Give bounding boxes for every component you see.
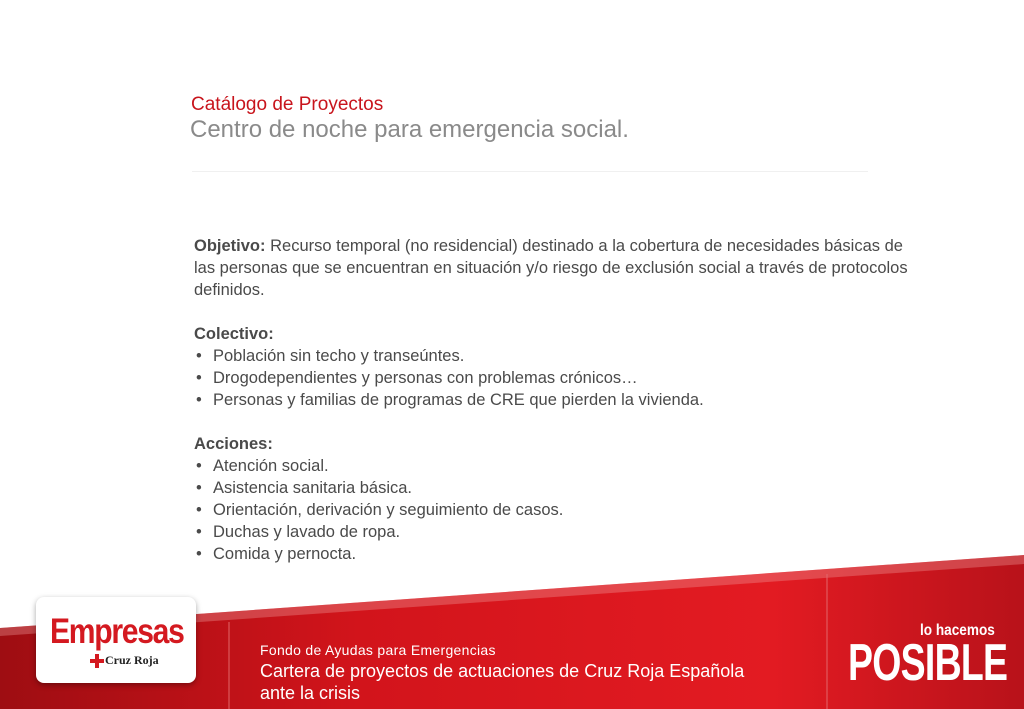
list-item: • Comida y pernocta. — [194, 543, 924, 565]
catalog-title: Catálogo de Proyectos — [191, 94, 384, 115]
title-divider — [192, 171, 868, 172]
objetivo-paragraph — [194, 235, 924, 301]
list-item: • Atención social. — [194, 455, 924, 477]
list-item: • Personas y familias de programas de CRE que pierden la vivienda. — [194, 389, 924, 411]
list-item: • Asistencia sanitaria básica. — [194, 477, 924, 499]
slogan-big: POSIBLE — [848, 634, 1008, 692]
cruz-roja-label: Cruz Roja — [105, 653, 159, 667]
acciones-label: Acciones: — [194, 435, 273, 453]
slogan-small: lo hacemos — [920, 622, 995, 639]
portfolio-line-2: ante la crisis — [260, 683, 361, 703]
objetivo-text: Recurso temporal (no residencial) destinado a la cobertura de necesidades básicas de las personas que se encuentran en situación y/o riesgo de exclusión social a través de protocolos definidos. — [194, 237, 908, 299]
colectivo-label: Colectivo: — [194, 325, 274, 343]
project-title: Centro de noche para emergencia social. — [190, 116, 629, 143]
portfolio-line-1: Cartera de proyectos de actuaciones de Cruz Roja Española — [260, 661, 745, 681]
red-cross-icon — [90, 654, 104, 668]
list-item: • Duchas y lavado de ropa. — [194, 521, 924, 543]
list-item: • Orientación, derivación y seguimiento de casos. — [194, 499, 924, 521]
colectivo-list — [194, 345, 924, 411]
acciones-list — [194, 455, 924, 565]
empresas-logo-text: Empresas — [50, 612, 184, 651]
content-body — [194, 235, 924, 565]
fund-label: Fondo de Ayudas para Emergencias — [260, 642, 496, 658]
portfolio-label — [260, 660, 820, 704]
list-item: • Drogodependientes y personas con problemas crónicos… — [194, 367, 924, 389]
list-item: • Población sin techo y transeúntes. — [194, 345, 924, 367]
objetivo-label: Objetivo: — [194, 237, 266, 255]
